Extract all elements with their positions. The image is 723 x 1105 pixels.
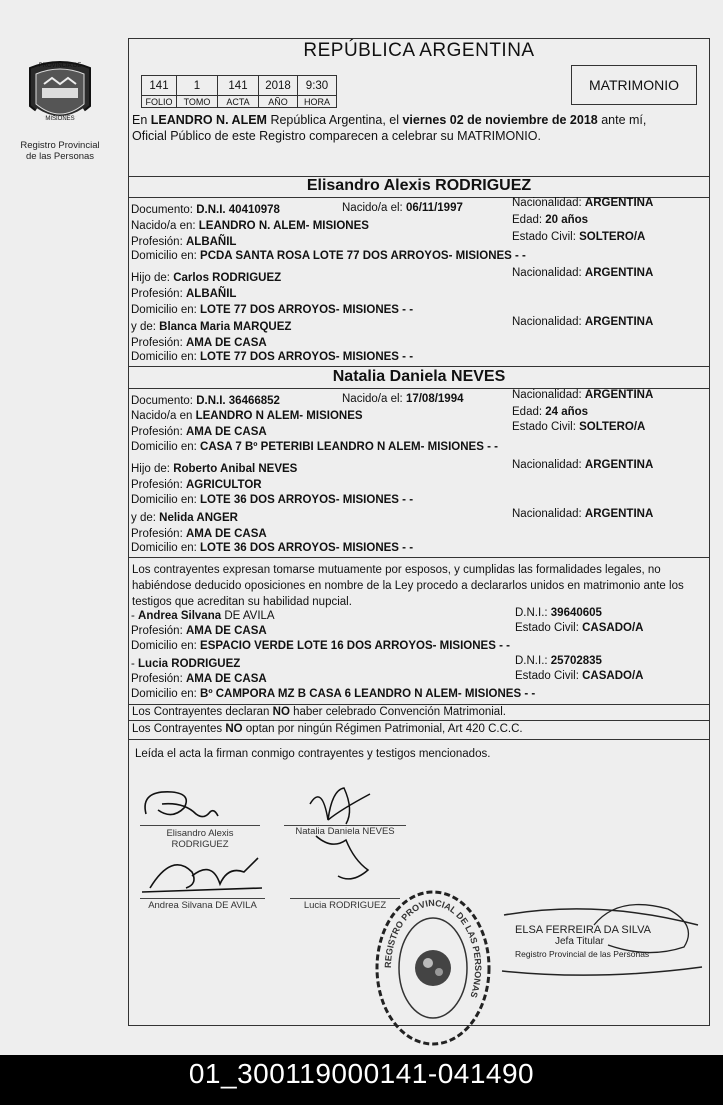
witness2-name: - Lucia RODRIGUEZ: [131, 658, 241, 670]
acta-value: 141: [218, 76, 259, 96]
note-regime: Los Contrayentes NO optan por ningún Régimen Patrimonial, Art 420 C.C.C.: [132, 723, 523, 735]
bride-civil-status: Estado Civil: SOLTERO/A: [512, 421, 646, 433]
signature-line: [140, 825, 260, 826]
signature-line: [140, 898, 265, 899]
bride-document: Documento: D.N.I. 36466852: [131, 395, 280, 407]
official-seal: [373, 888, 493, 1048]
groom-document: Documento: D.N.I. 40410978: [131, 204, 280, 216]
registry-caption: Registro Provincial de las Personas: [20, 140, 100, 162]
acta-label: ACTA: [218, 96, 259, 108]
bride-mother: y de: Nelida ANGER: [131, 512, 238, 524]
bride-address: Domicilio en: CASA 7 Bº PETERIBI LEANDRO N ALEM- MISIONES - -: [131, 441, 498, 453]
tomo-value: 1: [177, 76, 218, 96]
groom-name: Elisandro Alexis RODRIGUEZ: [306, 177, 532, 194]
groom-father-profession: Profesión: ALBAÑIL: [131, 288, 237, 300]
groom-mother-profession: Profesión: AMA DE CASA: [131, 337, 267, 349]
witness1-profession: Profesión: AMA DE CASA: [131, 625, 267, 637]
groom-profession: Profesión: ALBAÑIL: [131, 236, 237, 248]
bride-father-profession: Profesión: AGRICULTOR: [131, 479, 262, 491]
bride-profession: Profesión: AMA DE CASA: [131, 426, 267, 438]
witness1-name: - Andrea Silvana DE AVILA: [131, 610, 275, 622]
seal-text: REGISTRO PROVINCIAL DE LAS PERSONAS: [382, 897, 484, 999]
note-convention: Los Contrayentes declaran NO haber celebrado Convención Matrimonial.: [132, 706, 506, 718]
bride-mother-profession: Profesión: AMA DE CASA: [131, 528, 267, 540]
witness1-address: Domicilio en: ESPACIO VERDE LOTE 16 DOS ARROYOS- MISIONES - -: [131, 640, 510, 652]
folio-table: [141, 75, 337, 108]
witness2-dni: D.N.I.: 25702835: [515, 655, 602, 667]
divider: [128, 366, 710, 367]
bride-birthplace: Nacido/a en LEANDRO N ALEM- MISIONES: [131, 410, 363, 422]
hora-value: 9:30: [298, 76, 337, 96]
groom-age: Edad: 20 años: [512, 214, 589, 226]
officer-stamp: [515, 924, 690, 960]
hora-label: HORA: [298, 96, 337, 108]
witness2-civil-status: Estado Civil: CASADO/A: [515, 670, 644, 682]
divider: [128, 704, 710, 705]
groom-civil-status: Estado Civil: SOLTERO/A: [512, 231, 646, 243]
witness1-signature-name: Andrea Silvana DE AVILA: [148, 900, 257, 911]
groom-father-nationality: Nacionalidad: ARGENTINA: [512, 267, 654, 279]
bride-mother-address: Domicilio en: LOTE 36 DOS ARROYOS- MISIONES - -: [131, 542, 414, 554]
note-signing: Leída el acta la firman conmigo contrayentes y testigos mencionados.: [135, 748, 491, 760]
declaration-text: Los contrayentes expresan tomarse mutuamente por esposos, y cumplidas las formalidades legales, no habiéndose deducido oposiciones en nombre de la Ley procedo a declararlos unidos en matrimonio ante los testigos que acreditan su habilidad nupcial.: [132, 564, 684, 608]
act-type-box: MATRIMONIO: [571, 65, 697, 105]
groom-nationality: Nacionalidad: ARGENTINA: [512, 197, 654, 209]
officer-role: Jefa Titular: [555, 936, 604, 947]
groom-birthplace: Nacido/a en: LEANDRO N. ALEM- MISIONES: [131, 220, 369, 232]
tomo-label: TOMO: [177, 96, 218, 108]
anio-label: AÑO: [259, 96, 298, 108]
date: viernes 02 de noviembre de 2018: [402, 113, 598, 127]
groom-father-address: Domicilio en: LOTE 77 DOS ARROYOS- MISIONES - -: [131, 304, 414, 316]
bride-father-nationality: Nacionalidad: ARGENTINA: [512, 459, 654, 471]
officer-name: ELSA FERREIRA DA SILVA: [515, 924, 651, 936]
groom-mother: y de: Blanca Maria MARQUEZ: [131, 321, 292, 333]
witness2-address: Domicilio en: Bº CAMPORA MZ B CASA 6 LEANDRO N ALEM- MISIONES - -: [131, 688, 536, 700]
intro-text: En LEANDRO N. ALEM República Argentina, el viernes 02 de noviembre de 2018 ante mí, Oficial Público de este Registro comparecen a celebrar su MATRIMONIO.: [132, 113, 647, 143]
folio-value: 141: [142, 76, 177, 96]
groom-signature-name: Elisandro Alexis RODRIGUEZ: [166, 828, 234, 850]
logo-text-bottom: MISIONES: [45, 116, 75, 122]
bride-nationality: Nacionalidad: ARGENTINA: [512, 389, 654, 401]
groom-birthdate: Nacido/a el: 06/11/1997: [342, 202, 463, 214]
bride-age: Edad: 24 años: [512, 406, 589, 418]
officer-org: Registro Provincial de las Personas: [515, 949, 650, 959]
document-id: 01_300119000141-041490: [188, 1058, 535, 1089]
bride-mother-nationality: Nacionalidad: ARGENTINA: [512, 508, 654, 520]
divider: [128, 739, 710, 740]
witness2-signature-name: Lucia RODRIGUEZ: [303, 900, 387, 911]
provincia-misiones-logo: [22, 54, 98, 134]
groom-father: Hijo de: Carlos RODRIGUEZ: [131, 272, 282, 284]
witness2-profession: Profesión: AMA DE CASA: [131, 673, 267, 685]
folio-label: FOLIO: [142, 96, 177, 108]
groom-mother-address: Domicilio en: LOTE 77 DOS ARROYOS- MISIONES - -: [131, 351, 414, 363]
place: LEANDRO N. ALEM: [150, 113, 267, 127]
witness1-dni: D.N.I.: 39640605: [515, 607, 602, 619]
bride-signature-name: Natalia Daniela NEVES: [295, 826, 395, 837]
anio-value: 2018: [259, 76, 298, 96]
divider: [128, 557, 710, 558]
logo-text-top: PROVINCIA DE: [38, 63, 82, 69]
groom-mother-nationality: Nacionalidad: ARGENTINA: [512, 316, 654, 328]
divider: [128, 720, 710, 721]
bride-name: Natalia Daniela NEVES: [332, 368, 506, 385]
witness1-civil-status: Estado Civil: CASADO/A: [515, 622, 644, 634]
page-title: REPÚBLICA ARGENTINA: [303, 40, 535, 61]
groom-address: Domicilio en: PCDA SANTA ROSA LOTE 77 DOS ARROYOS- MISIONES - -: [131, 250, 526, 262]
bride-birthdate: Nacido/a el: 17/08/1994: [342, 393, 464, 405]
bride-father-address: Domicilio en: LOTE 36 DOS ARROYOS- MISIONES - -: [131, 494, 414, 506]
bride-father: Hijo de: Roberto Anibal NEVES: [131, 463, 298, 475]
